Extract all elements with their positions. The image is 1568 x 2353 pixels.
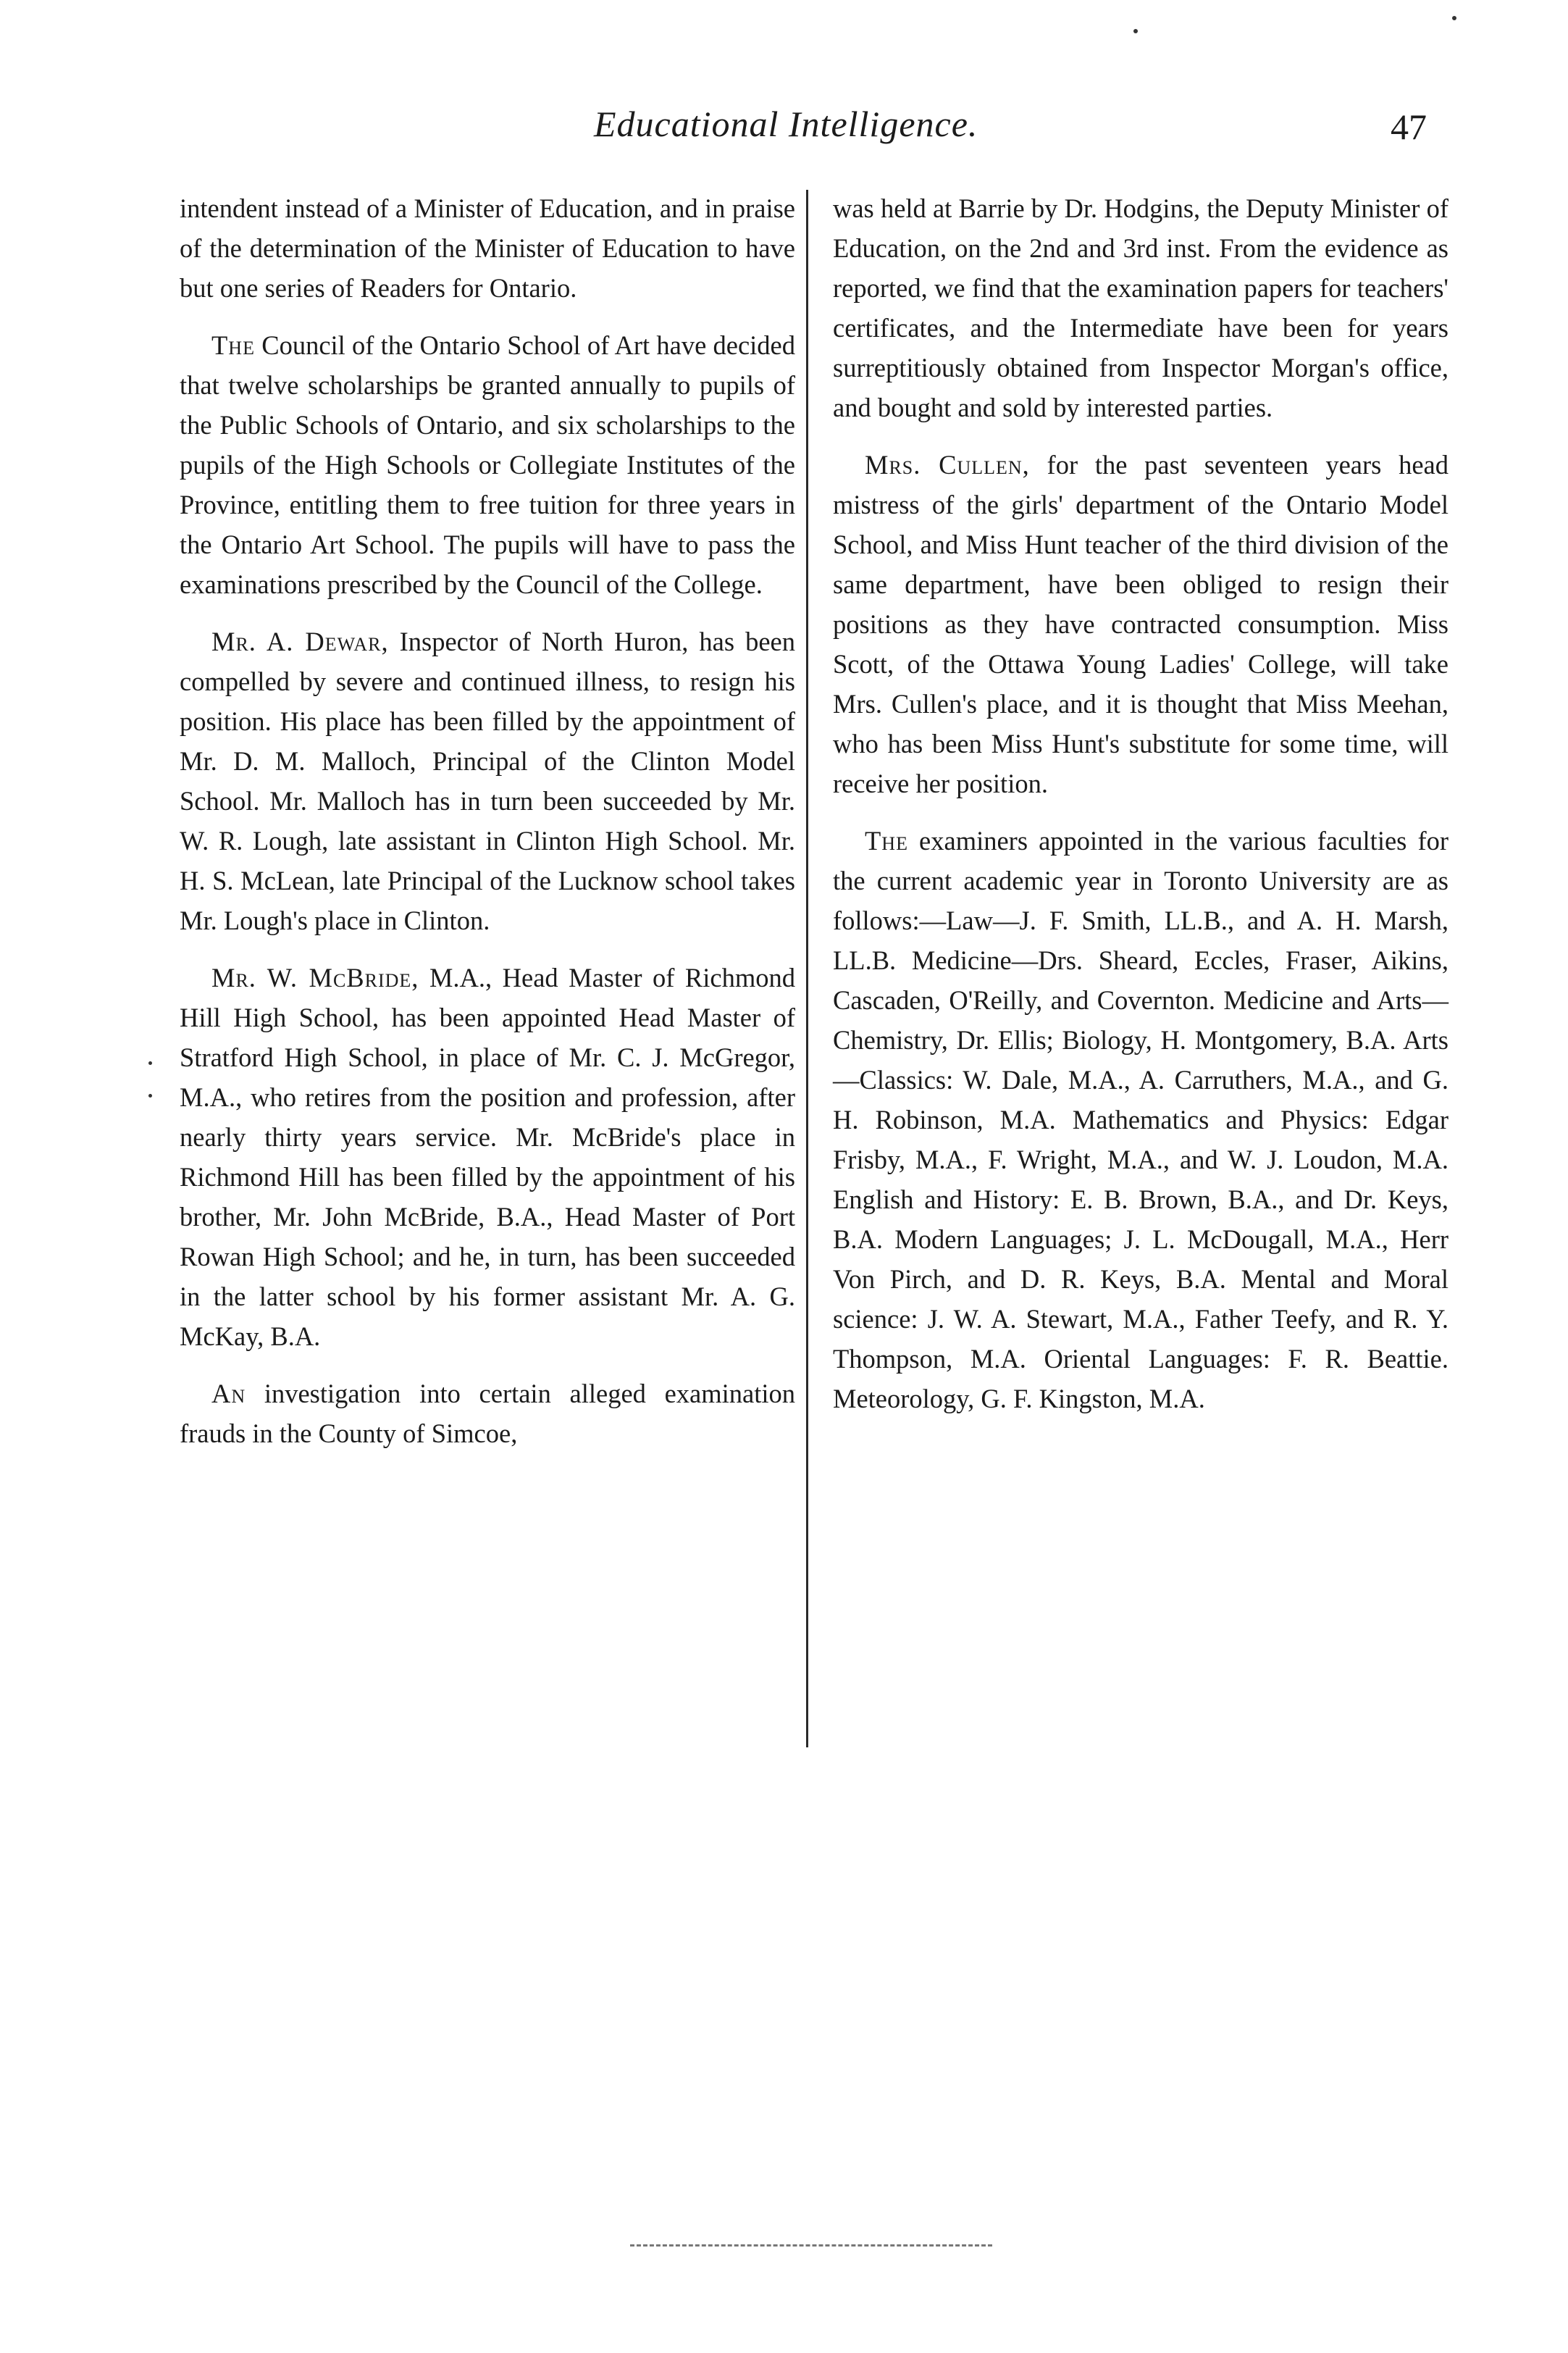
paragraph-dewar: Mr. A. Dewar, Inspector of North Huron, has been compelled by severe and continued illness, to resign his position. His place has been filled by the appointment of Mr. D. M. Malloch, Principal of the Clinton Model School. Mr. Malloch has in turn been succeeded by Mr. W. R. Lough, late assistant in Clinton High School. Mr. H. S. McLean, late Principal of the Lucknow school takes Mr. Lough's place in Clinton. <box>180 627 796 935</box>
paragraph-lead: The <box>865 826 908 856</box>
paragraph-continuation: intendent instead of a Minister of Education, and in praise of the determination of the Minister of Education to have but one series of Readers for Ontario. <box>180 193 795 303</box>
paragraph-lead: Mrs. Cullen, <box>865 450 1030 480</box>
paragraph-lead: Mr. W. McBride, <box>211 963 419 992</box>
paragraph-lead: The <box>211 330 255 360</box>
left-column <box>180 188 795 1471</box>
scan-speck <box>1133 29 1138 33</box>
paragraph-examiners: The examiners appointed in the various faculties for the current academic year in Toronto University are as follows:—Law—J. F. Smith, LL.B., and A. H. Marsh, LL.B. Medicine—Drs. Sheard, Eccles, Fraser, Aikins, Cascaden, O'Reilly, and Covernton. Medicine and Arts—Chemistry, Dr. Ellis; Biology, H. Montgomery, B.A. Arts—Classics: W. Dale, M.A., A. Carruthers, M.A., and G. H. Robinson, M.A. Mathematics and Physics: Edgar Frisby, M.A., F. Wright, M.A., and W. J. Loudon, M.A. English and History: E. B. Brown, B.A., and Dr. Keys, B.A. Modern Languages; J. L. McDougall, M.A., Herr Von Pirch, and D. R. Keys, B.A. Mental and Moral science: J. W. A. Stewart, M.A., Father Teefy, and R. Y. Thompson, M.A. Oriental Languages: F. R. Beattie. Meteorology, G. F. Kingston, M.A. <box>833 826 1448 1413</box>
scan-speck <box>148 1061 152 1065</box>
paragraph-school-of-art: The Council of the Ontario School of Art have decided that twelve scholarships be granted annually to pupils of the Public Schools of Ontario, and six scholarships to the pupils of the High Schools or Collegiate Institutes of the Province, entitling them to free tuition for three years in the Ontario Art School. The pupils will have to pass the examinations prescribed by the Council of the College. <box>180 330 796 599</box>
column-rule <box>806 190 808 1747</box>
paragraph-mcbride: Mr. W. McBride, M.A., Head Master of Richmond Hill High School, has been appointed Head Master of Stratford High School, in place of Mr. C. J. McGregor, M.A., who retires from the position and profession, after nearly thirty years service. Mr. McBride's place in Richmond Hill has been filled by the appointment of his brother, Mr. John McBride, B.A., Head Master of Port Rowan High School; and he, in turn, has been succeeded in the latter school by his former assistant Mr. A. G. McKay, B.A. <box>180 963 795 1351</box>
paragraph-investigation: An investigation into certain alleged examination frauds in the County of Simcoe, <box>180 1379 795 1448</box>
paragraph-lead: Mr. A. Dewar, <box>211 627 389 656</box>
scan-artifact-line <box>630 2244 992 2247</box>
paragraph-continuation: was held at Barrie by Dr. Hodgins, the Deputy Minister of Education, on the 2nd and 3rd inst. From the evidence as reported, we find that the examination papers for teachers' certificates, and the Intermediate have been for years surreptitiously obtained from Inspector Morgan's office, and bought and sold by interested parties. <box>833 193 1448 422</box>
scan-speck <box>1452 16 1456 20</box>
scan-speck <box>148 1094 152 1098</box>
right-column <box>833 188 1448 1436</box>
paragraph-cullen: Mrs. Cullen, for the past seventeen years head mistress of the girls' department of the Ontario Model School, and Miss Hunt teacher of the third division of the same department, have been obliged to resign their positions as they have contracted consumption. Miss Scott, of the Ottawa Young Ladies' College, will take Mrs. Cullen's place, and it is thought that Miss Meehan, who has been Miss Hunt's substitute for some time, will receive her position. <box>833 450 1448 798</box>
page-number: 47 <box>1391 106 1427 147</box>
paragraph-lead: An <box>211 1379 246 1408</box>
running-head: Educational Intelligence. <box>594 104 978 144</box>
